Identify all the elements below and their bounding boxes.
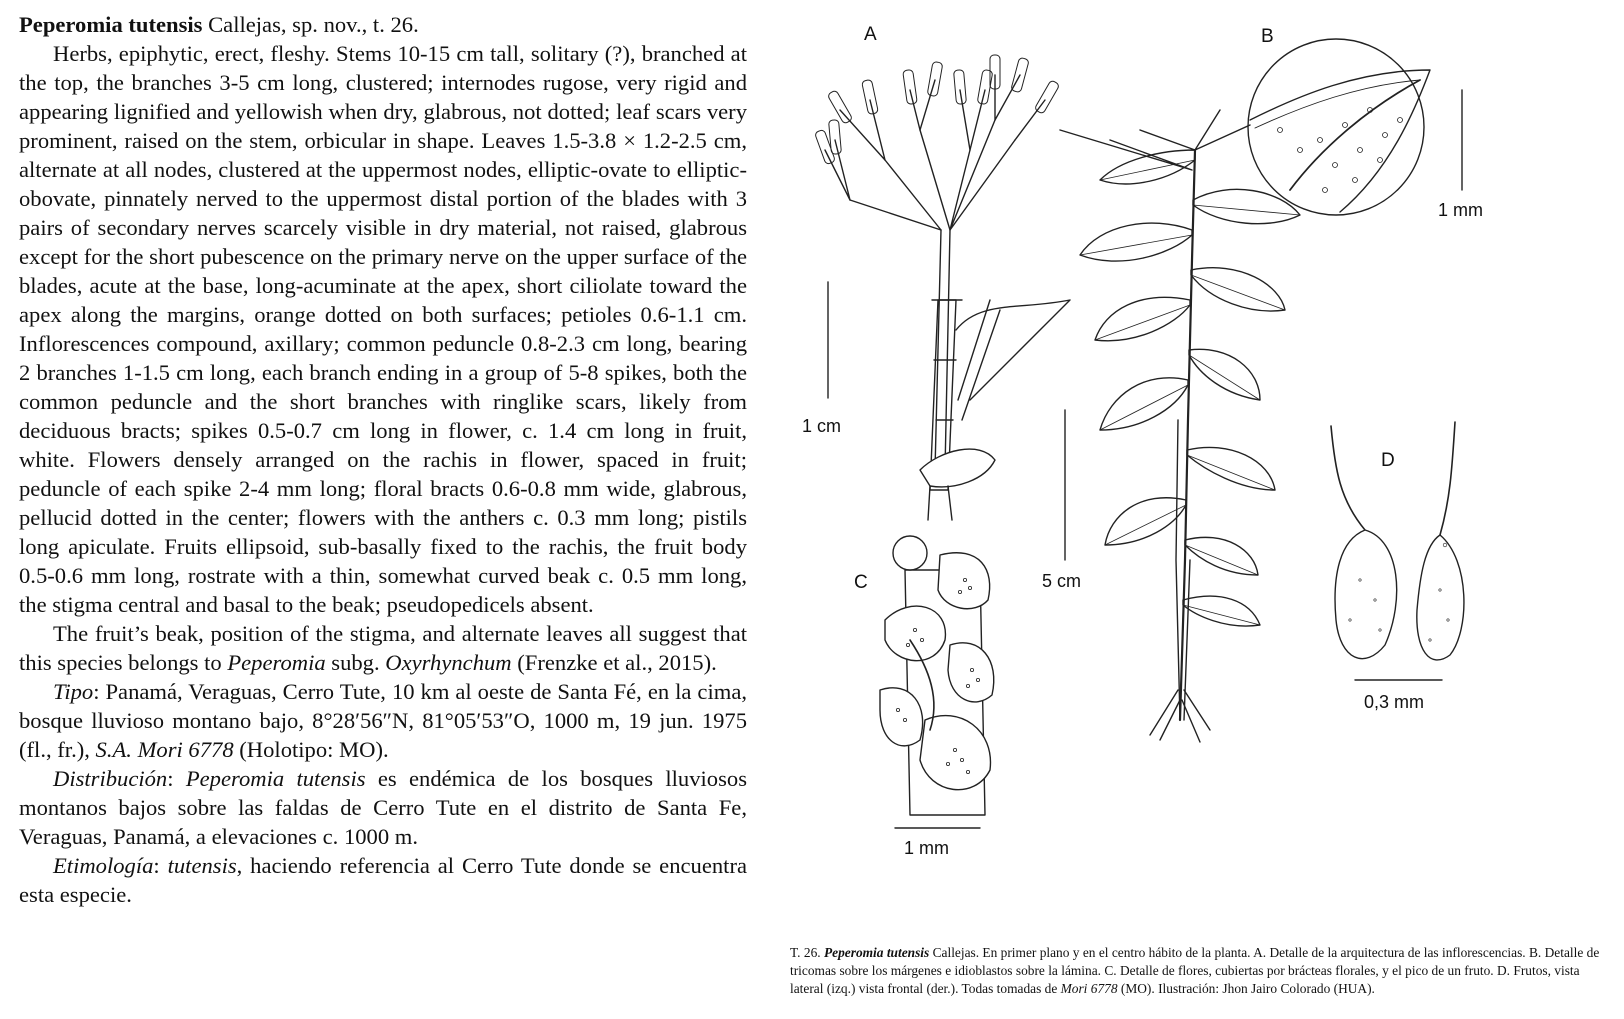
distribucion-label: Distribución xyxy=(53,766,168,791)
distribucion-paragraph xyxy=(19,764,747,851)
species-name: Peperomia tutensis xyxy=(19,12,203,37)
panel-d-drawing xyxy=(1331,422,1464,660)
note-text-1: The fruit’s beak, position of the stigma, and alternate leaves all suggest that this species belongs to xyxy=(19,621,747,675)
panel-c-drawing xyxy=(880,536,994,815)
tipo-text-2: (Holotipo: MO). xyxy=(233,737,389,762)
distribucion-text: es endémica de los bosques lluviosos montanos bajos sobre las faldas de Cerro Tute en el distrito de Santa Fe, Veraguas, Panamá, a elevaciones c. 1000 m. xyxy=(19,766,747,849)
note-paragraph xyxy=(19,619,747,677)
note-text-2: subg. xyxy=(325,650,386,675)
panel-label-c: C xyxy=(854,572,868,593)
caption-specimen: Mori 6778 xyxy=(1060,981,1118,996)
tipo-text-1: : Panamá, Veraguas, Cerro Tute, 10 km al oeste de Santa Fé, en la cima, bosque lluvioso montano bajo, 8°28′56″N, 81°05′53″O, 1000 m, 19 jun. 1975 (fl., fr.), xyxy=(19,679,747,762)
etimologia-paragraph xyxy=(19,851,747,909)
note-genus: Peperomia xyxy=(227,650,326,675)
caption-species: Peperomia tutensis xyxy=(823,945,930,960)
scale-label-c: 1 mm xyxy=(904,838,949,858)
panel-label-a: A xyxy=(864,24,877,45)
scale-label-a: 1 cm xyxy=(802,416,842,436)
note-subgenus: Oxyrhynchum xyxy=(385,650,512,675)
caption-prefix: T. 26. xyxy=(790,945,824,960)
panel-b-drawing xyxy=(1248,39,1430,215)
distribucion-species: Peperomia tutensis xyxy=(185,766,366,791)
tipo-label: Tipo xyxy=(53,679,94,704)
species-heading xyxy=(19,10,747,39)
caption-text-2: (MO). Ilustración: Jhon Jairo Colorado (HUA). xyxy=(1117,981,1375,996)
panel-a-drawing xyxy=(814,55,1070,520)
species-authority: Callejas, sp. nov., t. 26. xyxy=(202,12,419,37)
etimologia-text: , haciendo referencia al Cerro Tute donde se encuentra esta especie. xyxy=(19,853,747,907)
panel-label-b: B xyxy=(1261,26,1274,47)
habit-drawing xyxy=(1060,110,1300,742)
botanical-illustration xyxy=(780,0,1624,940)
etimologia-sep: : xyxy=(153,853,168,878)
scale-label-b: 1 mm xyxy=(1438,200,1483,220)
scale-label-habit: 5 cm xyxy=(1042,571,1082,591)
etimologia-label: Etimología xyxy=(53,853,154,878)
note-text-3: (Frenzke et al., 2015). xyxy=(511,650,717,675)
tipo-collector: S.A. Mori 6778 xyxy=(95,737,234,762)
illustration-plate xyxy=(780,0,1624,1019)
distribucion-sep: : xyxy=(167,766,186,791)
panel-label-d: D xyxy=(1381,450,1395,471)
etimologia-word: tutensis xyxy=(167,853,237,878)
caption-text-1: Callejas. En primer plano y en el centro hábito de la planta. A. Detalle de la arquitectura de las inflorescencias. B. Detalle de tricomas sobre los márgenes e idioblastos sobre la lámina. C. Detalle de flores, cubiertas por brácteas florales, y el pico de un fruto. D. Frutos, vista lateral (izq.) vista frontal (der.). Todas tomadas de xyxy=(790,945,1600,996)
scale-label-d: 0,3 mm xyxy=(1364,692,1425,712)
tipo-paragraph xyxy=(19,677,747,764)
description-paragraph: Herbs, epiphytic, erect, fleshy. Stems 10-15 cm tall, solitary (?), branched at the top, the branches 3-5 cm long, clustered; internodes rugose, very rigid and appearing lignified and yellowish when dry, glabrous, not dotted; leaf scars very prominent, raised on the stem, orbicular in shape. Leaves 1.5-3.8 × 1.2-2.5 cm, alternate at all nodes, clustered at the uppermost nodes, elliptic-ovate to elliptic-obovate, pinnately nerved to the uppermost distal portion of the blades with 3 pairs of secondary nerves scarcely visible in dry material, not raised, glabrous except for the short pubescence on the primary nerve on the upper surface of the blades, acute at the base, long-acuminate at the apex, short ciliolate toward the apex along the margins, orange dotted on both surfaces; petioles 0.6-1.1 cm. Inflorescences compound, axillary; common peduncle 0.8-2.3 cm long, bearing 2 branches 1-1.5 cm long, each branch ending in a group of 5-8 spikes, both the common peduncle and the short branches with ringlike scars, likely from deciduous bracts; spikes 0.5-0.7 cm long in flower, c. 1.4 cm long in fruit, white. Flowers densely arranged on the rachis in flower, spaced in fruit; peduncle of each spike 2-4 mm long; floral bracts 0.6-0.8 mm wide, glabrous, pellucid dotted in the center; flowers with the anthers c. 0.3 mm long; pistils long apiculate. Fruits ellipsoid, sub-basally fixed to the rachis, the fruit body 0.5-0.6 mm long, rostrate with a thin, somewhat curved beak c. 0.5 mm long, the stigma central and basal to the beak; pseudopedicels absent. xyxy=(19,41,747,617)
text-column xyxy=(19,10,747,909)
figure-caption xyxy=(790,944,1602,998)
